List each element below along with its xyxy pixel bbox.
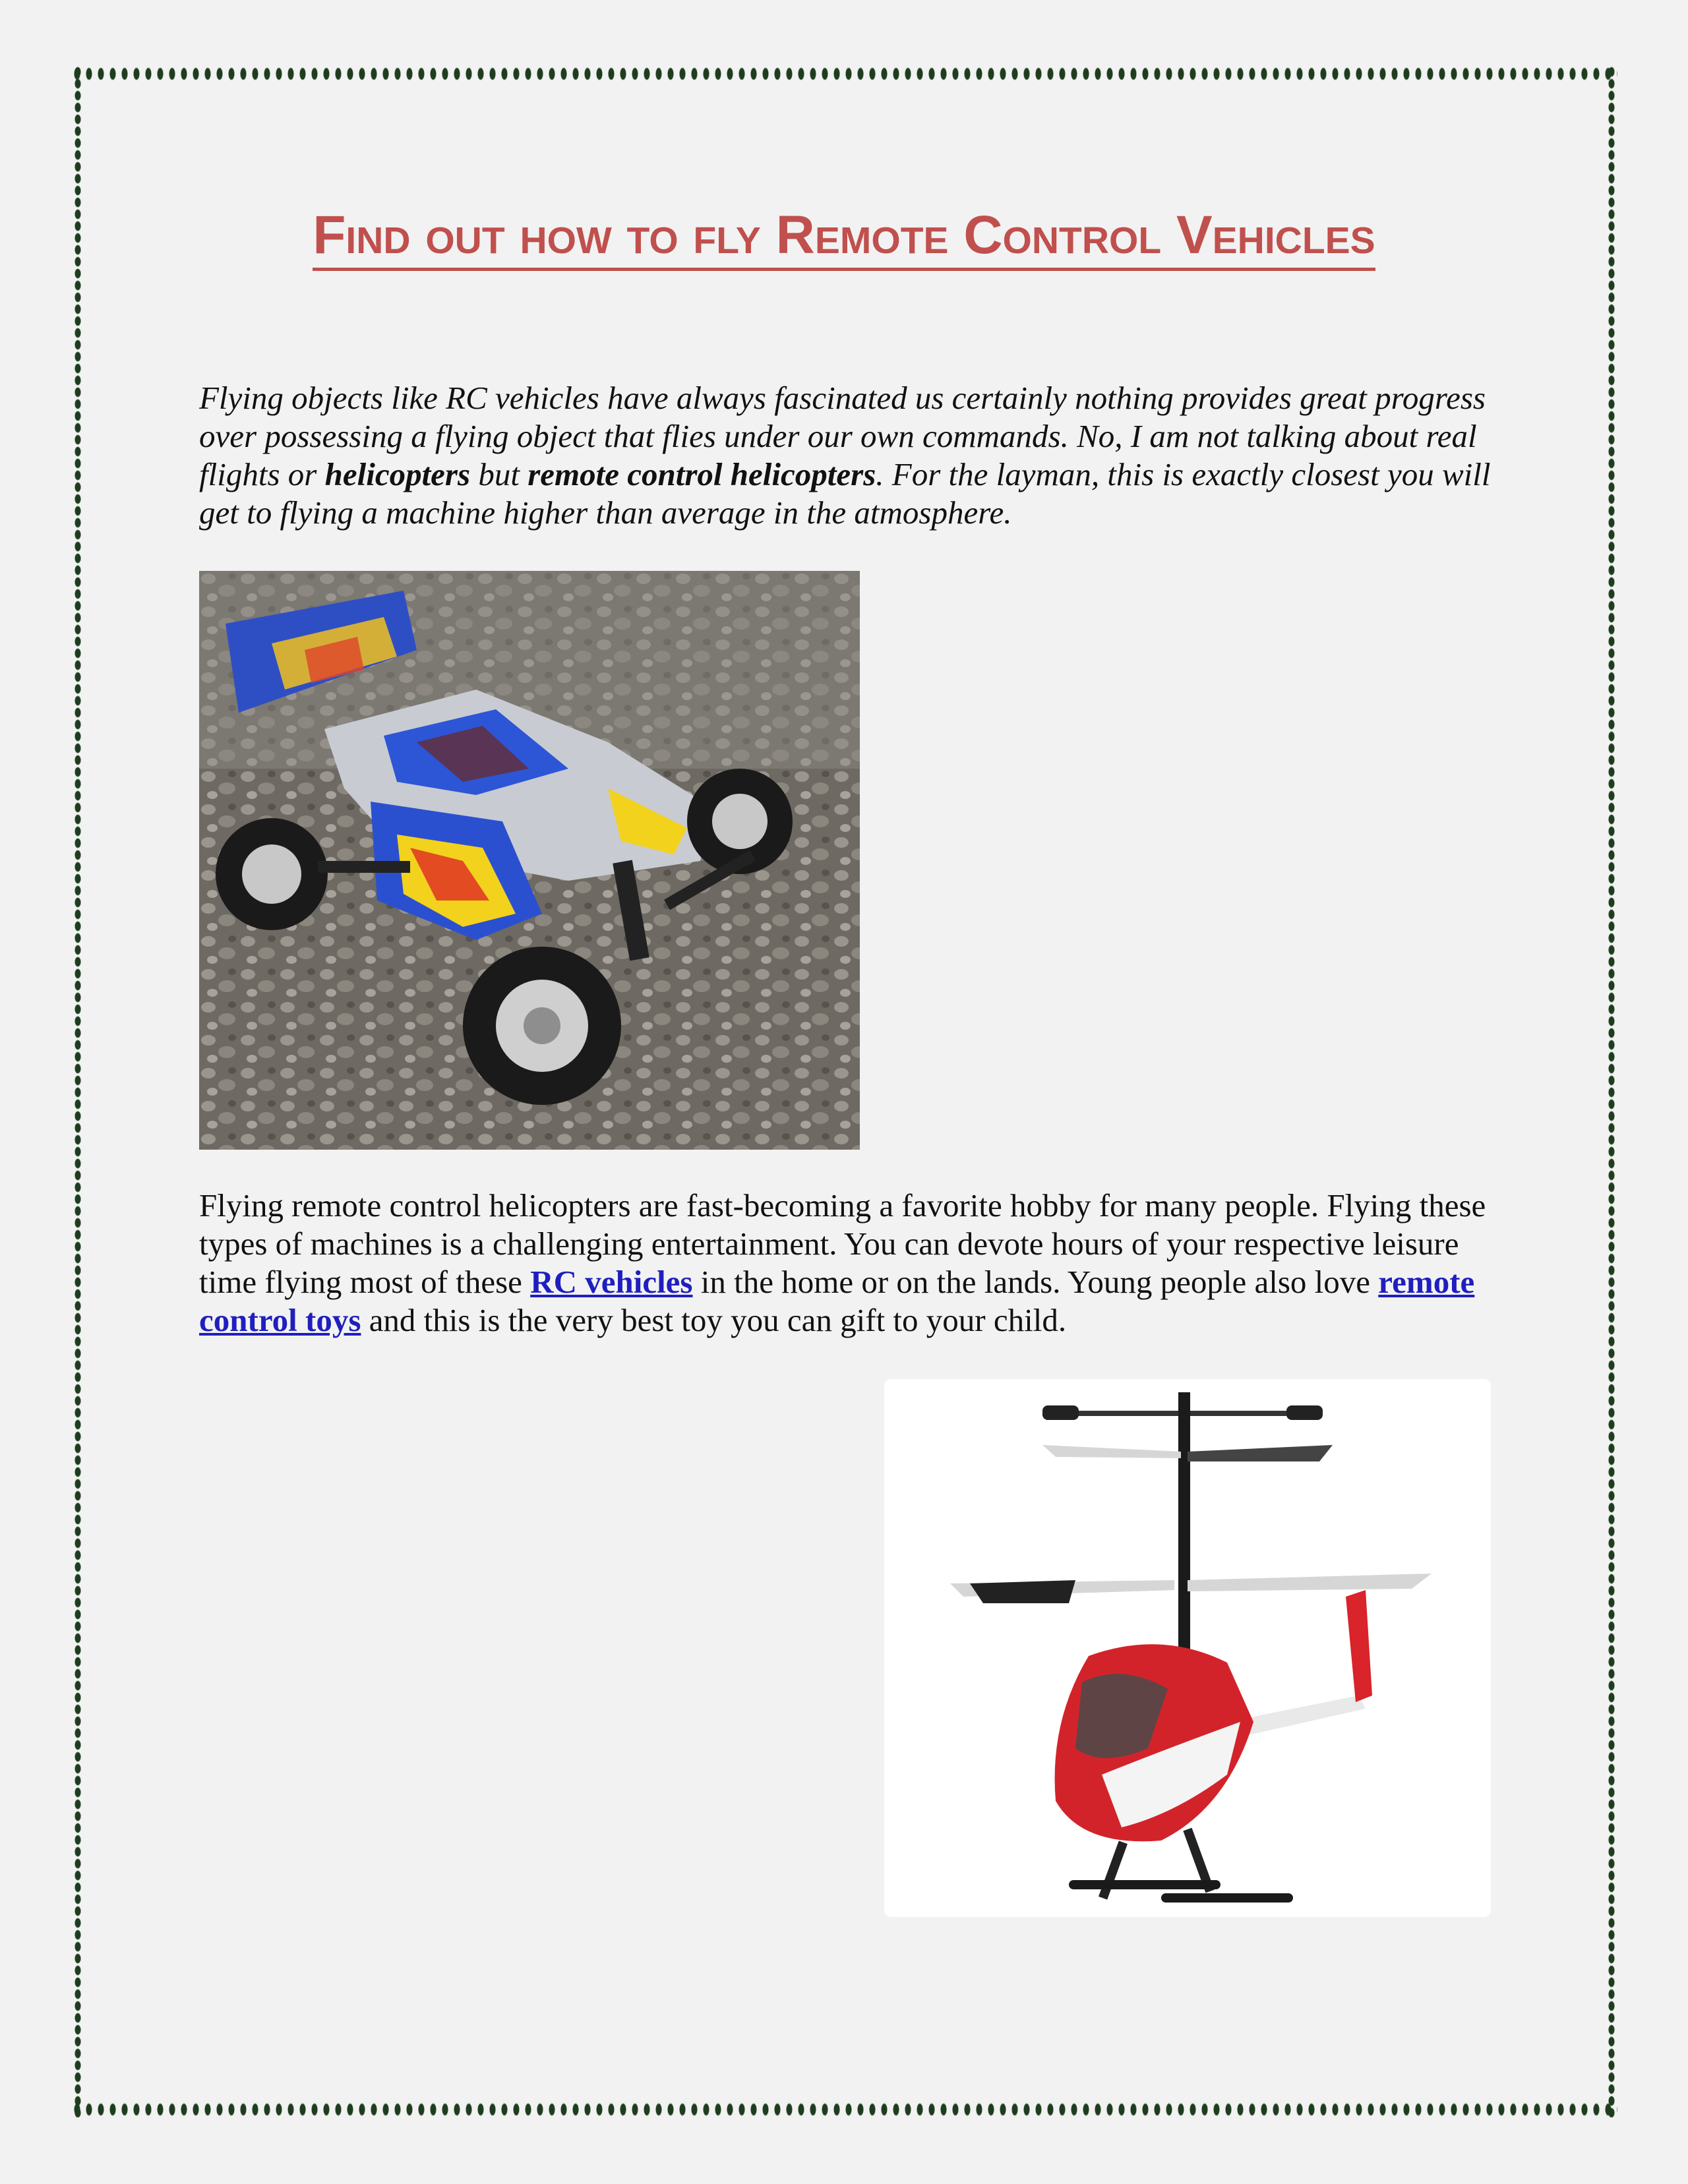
page-title-text: Find out how to fly Remote Control Vehicles — [313, 205, 1375, 271]
body-text-2: in the home or on the lands. Young people also love — [692, 1264, 1379, 1300]
rc-car-icon — [199, 571, 860, 1150]
intro-text-1: Flying objects like RC vehicles have always fascinated us certainly nothing provides great progress over possessing a flying object that flies under our own commands. No, I am not talking about real flights or — [199, 380, 1486, 492]
remote-control-toys-link[interactable]: remote control toys — [199, 1264, 1475, 1338]
page-border-bottom — [71, 2102, 1617, 2117]
body-text-1: Flying remote control helicopters are fast-becoming a favorite hobby for many people. Flying these types of machines is a challenging entertainment. You can devote hours of your respective leisure time flying most of these — [199, 1187, 1486, 1300]
page-border-right — [1604, 66, 1619, 2117]
rc-helicopter-image — [884, 1379, 1491, 1917]
page-title — [0, 204, 1688, 266]
body-text-3: and this is the very best toy you can gift to your child. — [361, 1302, 1067, 1338]
rc-car-image — [199, 571, 860, 1150]
intro-text-2: but — [470, 456, 528, 492]
intro-bold-rc-helicopters: remote control helicopters — [528, 456, 876, 492]
page-border-left — [70, 66, 86, 2117]
page-border-top — [71, 66, 1617, 82]
intro-bold-helicopters: helicopters — [324, 456, 471, 492]
intro-paragraph — [199, 379, 1511, 532]
rc-helicopter-icon — [884, 1379, 1491, 1917]
intro-text-3: . For the layman, this is exactly closest you will get to flying a machine higher than average in the atmosphere. — [199, 456, 1491, 531]
rc-vehicles-link[interactable]: RC vehicles — [530, 1264, 693, 1300]
body-paragraph — [199, 1187, 1518, 1340]
